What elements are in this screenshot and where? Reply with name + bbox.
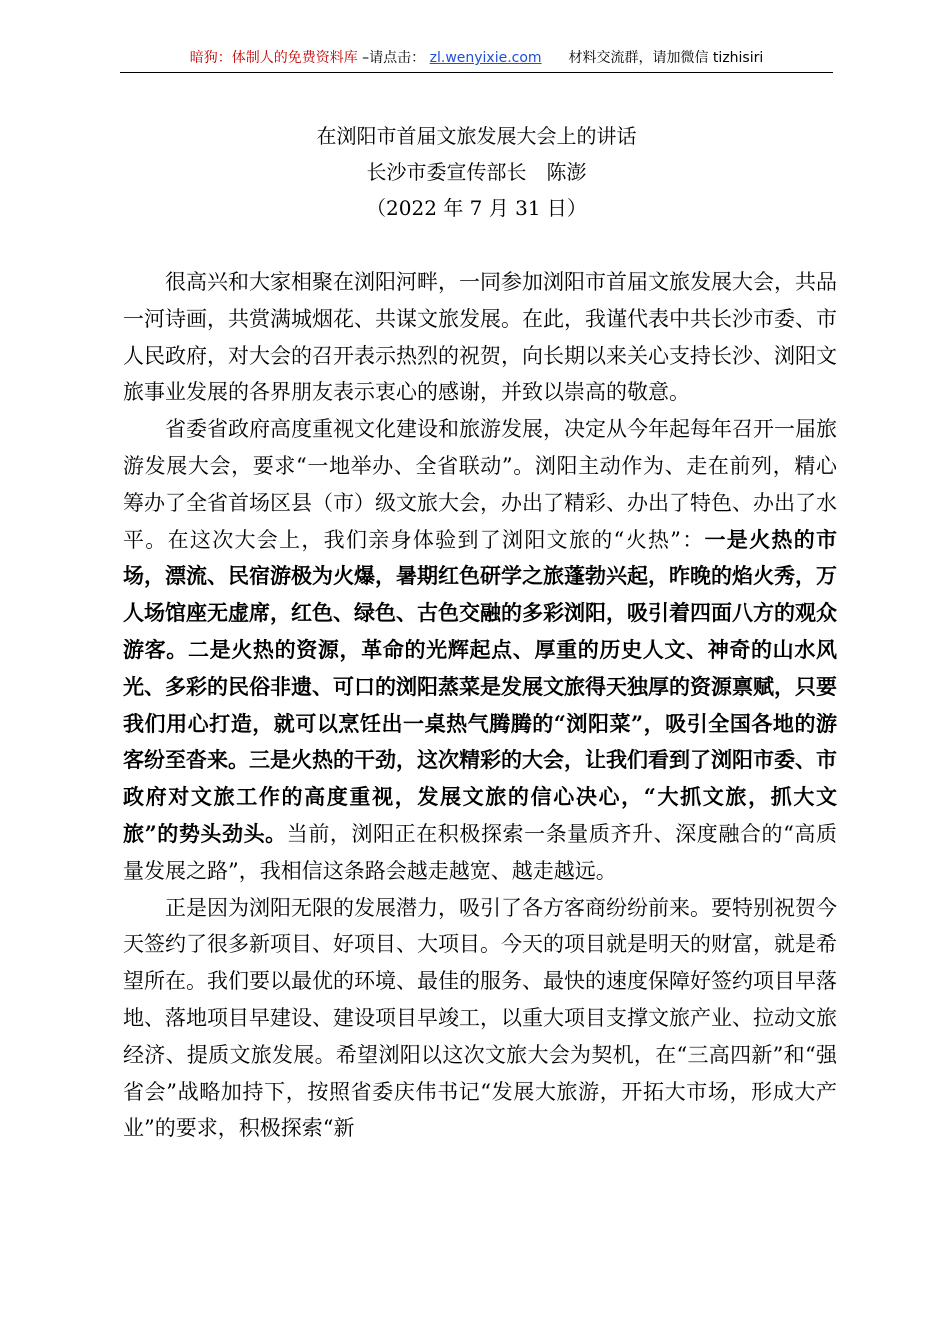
- paragraph-2-intro: 省委省政府高度重视文化建设和旅游发展，决定从今年起每年召开一届旅游发展大会，要求“一地举办、全省联动”。浏阳主动作为、走在前列，精心筹办了全省首场区县（市）级文旅大会，办出了精彩、办出了特色、办出了水平。在这次大会上，我们亲身体验到了浏阳文旅的“火热”：: [123, 417, 837, 552]
- header-divider: [120, 72, 833, 73]
- paragraph-1: 很高兴和大家相聚在浏阳河畔，一同参加浏阳市首届文旅发展大会，共品一河诗画，共赏满城烟花、共谋文旅发展。在此，我谨代表中共长沙市委、市人民政府，对大会的召开表示热烈的祝贺，向长期以来关心支持长沙、浏阳文旅事业发展的各界朋友表示衷心的感谢，并致以崇高的敬意。: [123, 270, 837, 405]
- header-brand: 暗狗：体制人的免费资料库: [189, 50, 358, 66]
- page-header: [120, 44, 833, 72]
- header-prompt: –请点击：: [362, 50, 426, 66]
- header-wechat-note: 材料交流群，请加微信 tizhisiri: [568, 50, 764, 66]
- paragraph-2-bold: 一是火热的市场，漂流、民宿游极为火爆，暑期红色研学之旅蓬勃兴起，昨晚的焰火秀，万人场馆座无虚席，红色、绿色、古色交融的多彩浏阳，吸引着四面八方的观众游客。二是火热的资源，革命的光辉起点、厚重的历史人文、神奇的山水风光、多彩的民俗非遗、可口的浏阳蒸菜是发展文旅得天独厚的资源禀赋，只要我们用心打造，就可以烹饪出一桌热气腾腾的“浏阳菜”，吸引全国各地的游客纷至沓来。三是火热的干劲，这次精彩的大会，让我们看到了浏阳市委、市政府对文旅工作的高度重视，发展文旅的信心决心，“大抓文旅，抓大文旅”的势头劲头。: [123, 526, 837, 846]
- paragraph-2: [123, 411, 837, 889]
- paragraph-2-end: 当前，浏阳正在积极探索一条量质齐升、深度融合的“高质量发展之路”，我相信这条路会越走越宽、越走越远。: [123, 821, 837, 883]
- document-title-block: [120, 118, 833, 226]
- header-link[interactable]: zl.wenyixie.com: [429, 50, 542, 66]
- paragraph-3: 正是因为浏阳无限的发展潜力，吸引了各方客商纷纷前来。要特别祝贺今天签约了很多新项目、好项目、大项目。今天的项目就是明天的财富，就是希望所在。我们要以最优的环境、最佳的服务、最快的速度保障好签约项目早落地、落地项目早建设、建设项目早竣工，以重大项目支撑文旅产业、拉动文旅经济、提质文旅发展。希望浏阳以这次文旅大会为契机，在“三高四新”和“强省会”战略加持下，按照省委庆伟书记“发展大旅游，开拓大市场，形成大产业”的要求，积极探索“新: [123, 895, 837, 1141]
- document-title: 在浏阳市首届文旅发展大会上的讲话: [316, 124, 637, 148]
- document-date: （2022 年 7 月 31 日）: [366, 196, 587, 220]
- document-body: [123, 264, 837, 1147]
- document-speaker: 长沙市委宣传部长 陈澎: [366, 160, 587, 184]
